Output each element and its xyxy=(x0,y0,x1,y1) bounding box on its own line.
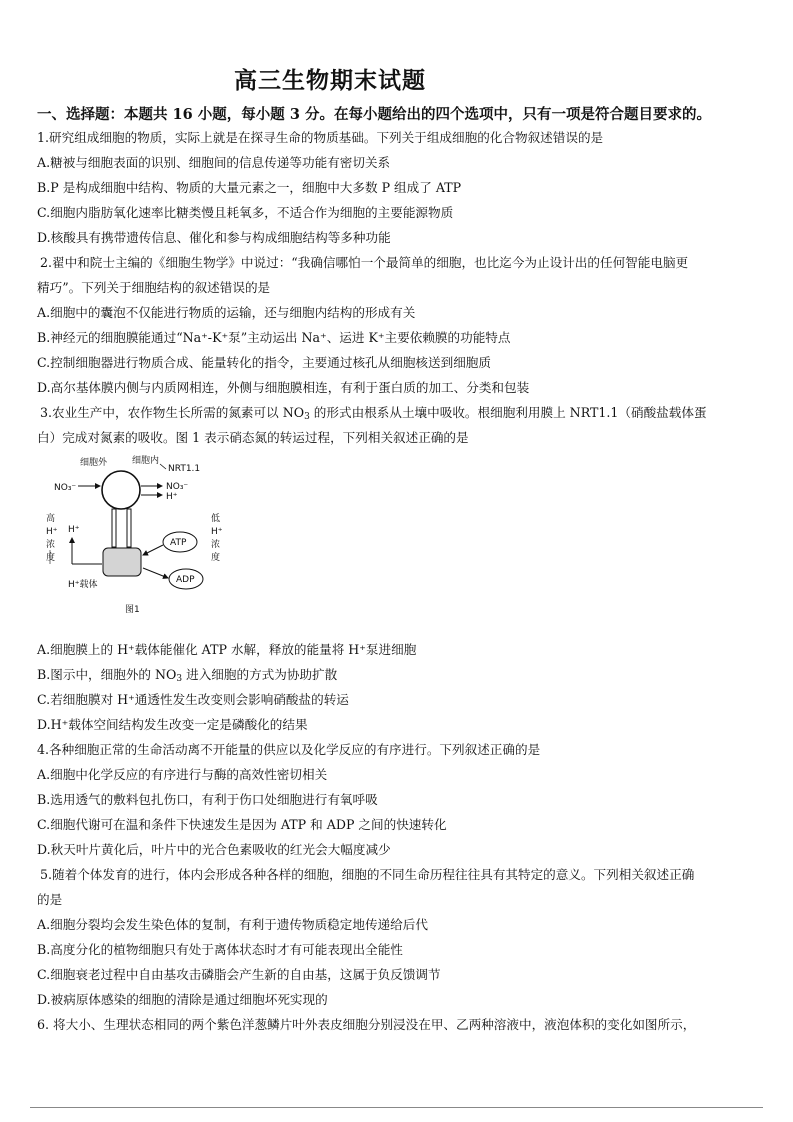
page-title: 高三生物期末试题 xyxy=(234,67,426,94)
figure-1-diagram xyxy=(40,452,230,620)
h-carrier-box xyxy=(103,548,141,576)
q1-option-b: B.P 是构成细胞中结构、物质的大量元素之一，细胞中大多数 P 组成了 ATP xyxy=(37,180,462,195)
label-high-4: 度 xyxy=(46,553,56,563)
q2-option-d: D.高尔基体膜内侧与内质网相连，外侧与细胞膜相连，有利于蛋白质的加工、分类和包装 xyxy=(37,380,530,395)
label-low-4: 度 xyxy=(211,553,221,563)
q5-option-a: A.细胞分裂均会发生染色体的复制，有利于遗传物质稳定地传递给后代 xyxy=(37,917,428,932)
q6-stem: 6. 将大小、生理状态相同的两个紫色洋葱鳞片叶外表皮细胞分别浸没在甲、乙两种溶液中，液泡体积的变化如图所示， xyxy=(37,1017,696,1032)
q3-stem-line1 xyxy=(40,404,707,426)
figure-caption: 图1 xyxy=(125,605,140,615)
q2-option-b: B.神经元的细胞膜能通过“Na⁺-K⁺泵”主动运出 Na⁺、运进 K⁺主要依赖膜的功能特点 xyxy=(37,330,511,345)
label-high-2: H⁺ xyxy=(46,527,58,537)
membrane-right xyxy=(127,509,131,547)
q3-option-a: A.细胞膜上的 H⁺载体能催化 ATP 水解，释放的能量将 H⁺泵进细胞 xyxy=(37,642,417,657)
label-adp: ADP xyxy=(176,575,195,585)
label-low-2: H⁺ xyxy=(211,527,223,537)
q1-option-a: A.糖被与细胞表面的识别、细胞间的信息传递等功能有密切关系 xyxy=(37,155,391,170)
label-high-1: 高 xyxy=(46,514,56,524)
label-no3-left: NO₃⁻ xyxy=(54,483,77,493)
membrane-left xyxy=(112,509,116,547)
label-inside: 细胞内 xyxy=(132,456,160,466)
q3-stem-part2: 的形式由根系从土壤中吸收。根细胞利用膜上 NRT1.1（硝酸盐载体蛋 xyxy=(309,405,707,420)
q3-option-b xyxy=(37,666,337,688)
q3-option-b-part1: B.图示中，细胞外的 NO xyxy=(37,667,177,682)
label-no3-right: NO₃⁻ xyxy=(166,482,189,492)
q5-stem-line2: 的是 xyxy=(37,892,63,907)
q4-option-c: C.细胞代谢可在温和条件下快速发生是因为 ATP 和 ADP 之间的快速转化 xyxy=(37,817,447,832)
label-low-1: 低 xyxy=(211,514,221,524)
label-low-3: 浓 xyxy=(211,540,221,550)
q2-option-a: A.细胞中的囊泡不仅能进行物质的运输，还与细胞内结构的形成有关 xyxy=(37,305,416,320)
q2-stem-line1: 2.翟中和院士主编的《细胞生物学》中说过：“我确信哪怕一个最简单的细胞，也比迄今为止设计出的任何智能电脑更 xyxy=(40,255,689,270)
q5-option-d: D.被病原体感染的细胞的清除是通过细胞坏死实现的 xyxy=(37,992,328,1007)
q1-option-c: C.细胞内脂肪氧化速率比糖类慢且耗氧多，不适合作为细胞的主要能源物质 xyxy=(37,205,454,220)
label-h-right: H⁺ xyxy=(166,492,178,502)
arrow-atp-carrier xyxy=(143,545,163,555)
q4-option-a: A.细胞中化学反应的有序进行与酶的高效性密切相关 xyxy=(37,767,328,782)
q4-stem: 4.各种细胞正常的生命活动离不开能量的供应以及化学反应的有序进行。下列叙述正确的是 xyxy=(37,742,541,757)
label-atp: ATP xyxy=(170,538,187,548)
q3-option-c: C.若细胞膜对 H⁺通透性发生改变则会影响硝酸盐的转运 xyxy=(37,692,349,707)
q3-option-d: D.H⁺载体空间结构发生改变一定是磷酸化的结果 xyxy=(37,717,308,732)
q1-option-d: D.核酸具有携带遗传信息、催化和参与构成细胞结构等多种功能 xyxy=(37,230,391,245)
label-nrt: NRT1.1 xyxy=(168,464,201,474)
q3-stem-line2: 白）完成对氮素的吸收。图 1 表示硝态氮的转运过程，下列相关叙述正确的是 xyxy=(37,430,469,445)
q3-option-b-subscript: 3 xyxy=(176,674,183,684)
page-bottom-rule xyxy=(30,1107,763,1108)
q2-stem-line2: 精巧”。下列关于细胞结构的叙述错误的是 xyxy=(37,280,271,295)
q2-option-c: C.控制细胞器进行物质合成、能量转化的指令，主要通过核孔从细胞核送到细胞质 xyxy=(37,355,491,370)
q3-stem-subscript: 3 xyxy=(304,412,310,422)
q3-option-b-part2: 进入细胞的方式为协助扩散 xyxy=(182,667,338,682)
label-carrier: H⁺载体 xyxy=(68,580,98,590)
nrt-transporter-circle xyxy=(102,471,140,509)
q3-stem-part1: 3.农业生产中，农作物生长所需的氮素可以 NO xyxy=(40,405,305,420)
arrow-carrier-adp xyxy=(143,568,168,578)
label-outside: 细胞外 xyxy=(80,458,108,468)
section-header: 一、选择题：本题共 16 小题，每小题 3 分。在每小题给出的四个选项中，只有一项是符合题目要求的。 xyxy=(37,106,711,123)
label-high-3: 浓 xyxy=(46,540,56,550)
q1-stem: 1.研究组成细胞的物质，实际上就是在探寻生命的物质基础。下列关于组成细胞的化合物叙述错误的是 xyxy=(37,130,604,145)
label-h-mid: H⁺ xyxy=(68,525,80,535)
q5-stem-line1: 5.随着个体发育的进行，体内会形成各种各样的细胞，细胞的不同生命历程往往具有其特定的意义。下列相关叙述正确 xyxy=(40,867,695,882)
q5-option-c: C.细胞衰老过程中自由基攻击磷脂会产生新的自由基，这属于负反馈调节 xyxy=(37,967,441,982)
q4-option-b: B.选用透气的敷料包扎伤口，有利于伤口处细胞进行有氧呼吸 xyxy=(37,792,378,807)
q4-option-d: D.秋天叶片黄化后，叶片中的光合色素吸收的红光会大幅度减少 xyxy=(37,842,391,857)
nrt-pointer xyxy=(160,464,166,469)
q5-option-b: B.高度分化的植物细胞只有处于离体状态时才有可能表现出全能性 xyxy=(37,942,403,957)
